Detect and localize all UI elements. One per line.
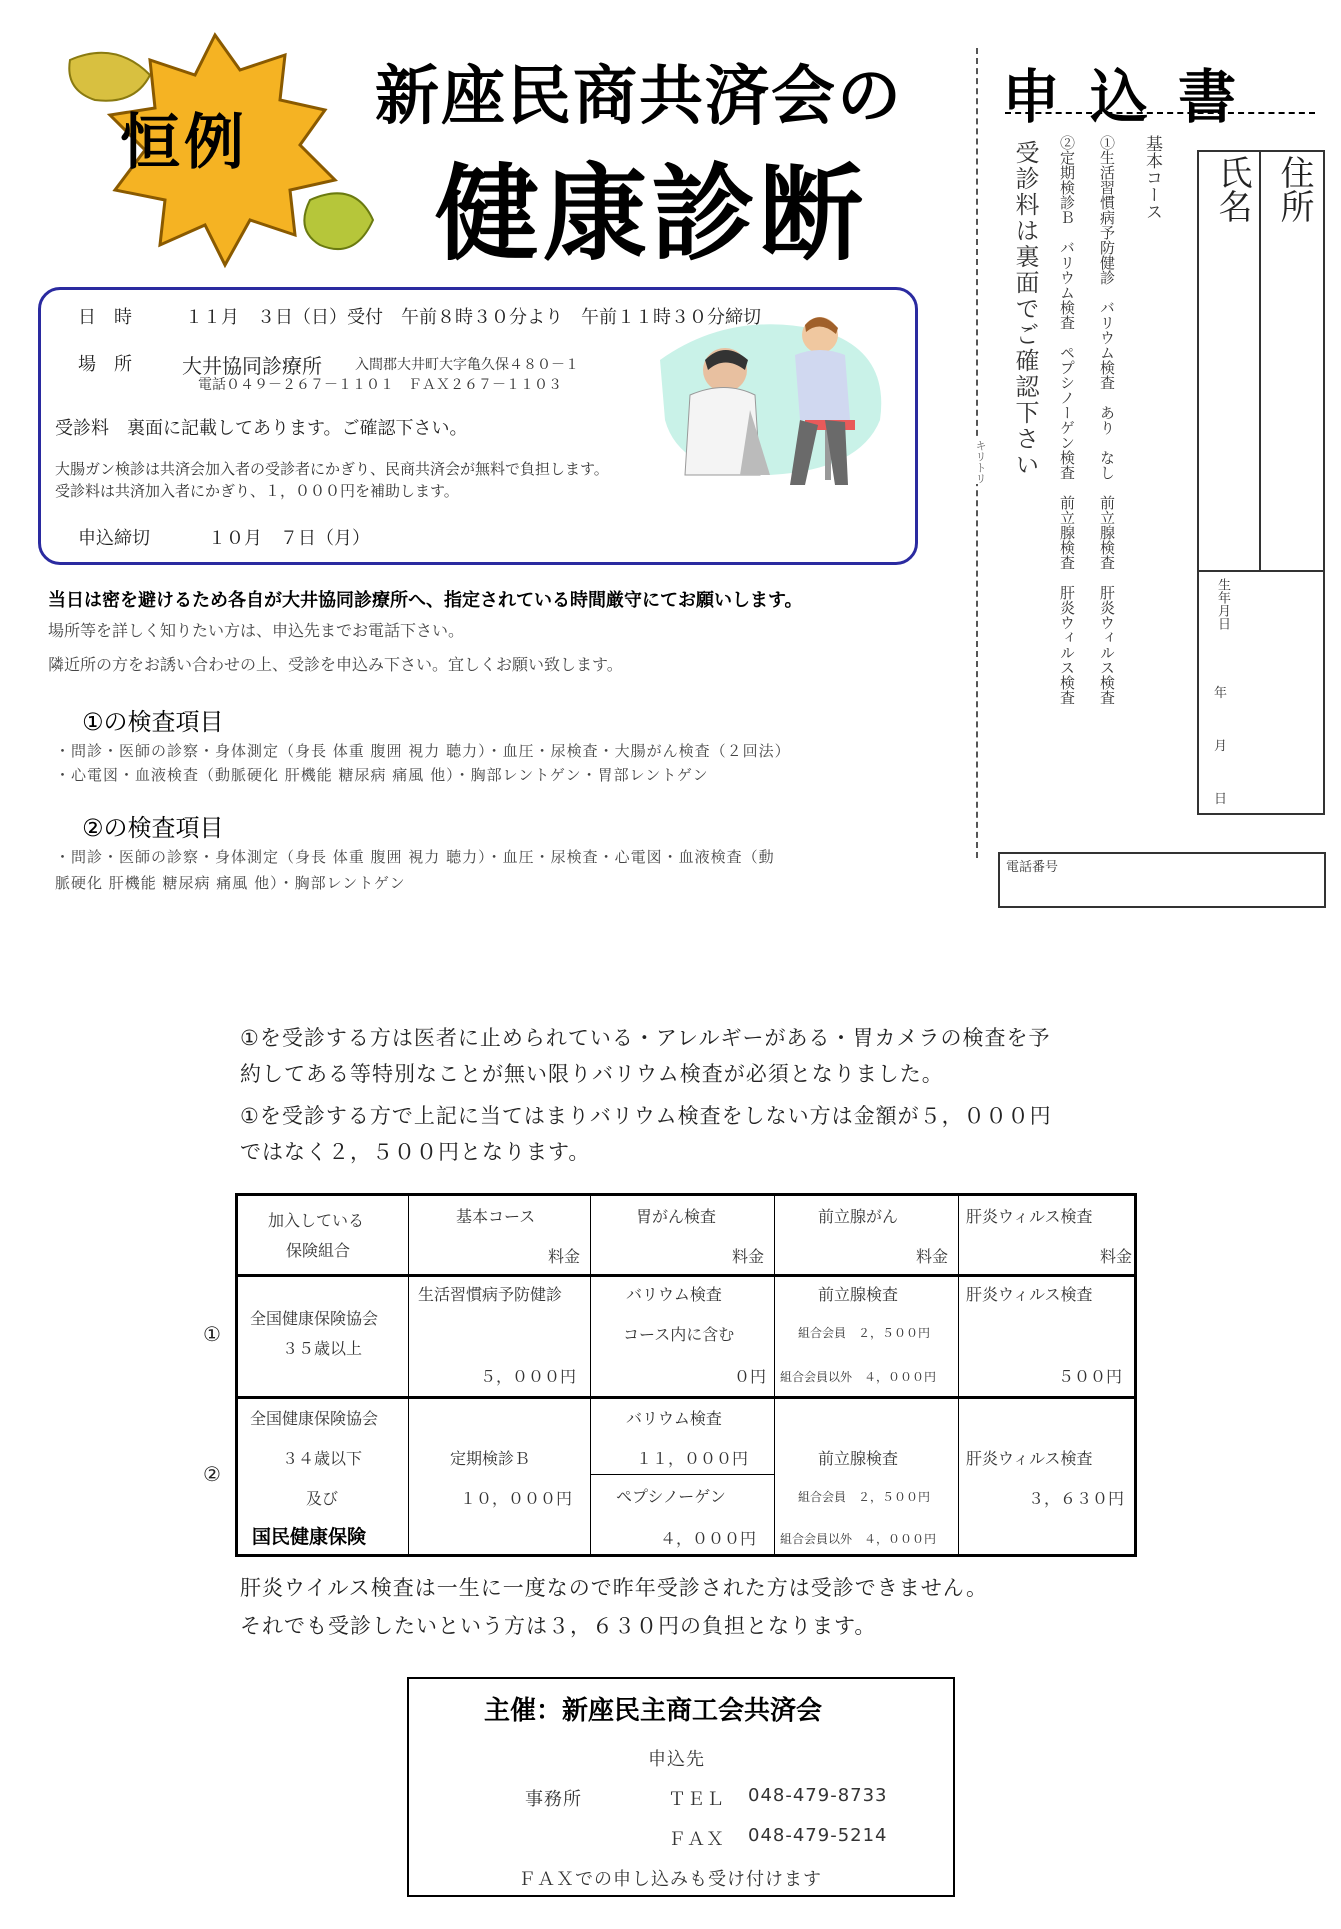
time-notice: 当日は密を避けるため各自が大井協同診療所へ、指定されている時間厳守にてお願いします。 bbox=[48, 590, 803, 611]
form-divider bbox=[1259, 150, 1261, 570]
barium-note-line3: ①を受診する方で上記に当てはまりバリウム検査をしない方は金額が５，０００円 bbox=[240, 1104, 1052, 1128]
regular-event-badge: 恒例 bbox=[120, 108, 248, 178]
invite-notice: 隣近所の方をお誘い合わせの上、受診を申込み下さい。宜しくお願い致します。 bbox=[48, 655, 623, 674]
row1-prostate-name: 前立腺検査 bbox=[818, 1285, 899, 1304]
row2-insurer-line4: 国民健康保険 bbox=[252, 1526, 367, 1548]
fax-accept-note: ＦＡＸでの申し込みも受け付けます bbox=[518, 1869, 822, 1890]
row1-stomach-note: コース内に含む bbox=[623, 1325, 735, 1344]
header-prostate-fee-label: 料金 bbox=[916, 1247, 949, 1266]
hepatitis-note-line2: それでも受診したいという方は３，６３０円の負担となります。 bbox=[240, 1614, 877, 1638]
deadline-label: 申込締切 bbox=[78, 528, 150, 549]
barium-note-line2: 約してある等特別なことが無い限りバリウム検査が必須となりました。 bbox=[240, 1062, 944, 1086]
address-label: 住所 bbox=[1274, 155, 1314, 223]
place-contact: 電話０４９－２６７－１１０１ ＦＡＸ２６７－１１０３ bbox=[198, 377, 562, 393]
row1-marker: ① bbox=[203, 1322, 221, 1346]
header-separator bbox=[238, 1274, 1134, 1277]
header-hepatitis-fee-label: 料金 bbox=[1100, 1247, 1133, 1266]
row2-prostate-member-fee: 組合会員 ２，５００円 bbox=[798, 1490, 931, 1504]
col-line-1 bbox=[408, 1196, 409, 1554]
row2-hepatitis-name: 肝炎ウィルス検査 bbox=[966, 1449, 1093, 1468]
row2-insurer-line3: 及び bbox=[306, 1489, 339, 1508]
tel-label: ＴＥＬ bbox=[668, 1789, 725, 1810]
row1-hepatitis-fee: ５００円 bbox=[1058, 1367, 1123, 1386]
course1-option: ①生活習慣病予防健診 バリウム検査 あり なし 前立腺検査 肝炎ウィルス検査 bbox=[1098, 135, 1116, 705]
form-separator bbox=[1197, 570, 1325, 572]
page-title-line2: 健康診断 bbox=[435, 153, 868, 275]
header-basic-course: 基本コース bbox=[456, 1207, 536, 1226]
header-insurer-line2: 保険組合 bbox=[286, 1241, 351, 1260]
section2-line1: ・問診・医師の診察・身体測定（身長 体重 腹囲 視力 聴力）・血圧・尿検査・心電図・血液検査（動 bbox=[55, 848, 775, 866]
course-heading: 基本コース bbox=[1142, 135, 1162, 220]
barium-note-line1: ①を受診する方は医者に止められている・アレルギーがある・胃カメラの検査を予 bbox=[240, 1026, 1051, 1050]
col-line-2 bbox=[590, 1196, 591, 1554]
row1-hepatitis-name: 肝炎ウィルス検査 bbox=[966, 1285, 1093, 1304]
apply-label: 申込先 bbox=[648, 1749, 705, 1770]
section2-heading: ②の検査項目 bbox=[82, 814, 224, 842]
section1-line2: ・心電図・血液検査（動脈硬化 肝機能 糖尿病 痛風 他）・胸部レントゲン・胃部レントゲン bbox=[55, 766, 709, 784]
place-address: 入間郡大井町大字亀久保４８０－１ bbox=[355, 357, 579, 373]
header-insurer-line1: 加入している bbox=[268, 1211, 365, 1230]
hepatitis-note-line1: 肝炎ウイルス検査は一生に一度なので昨年受診された方は受診できません。 bbox=[240, 1576, 988, 1600]
row2-basic-name: 定期検診Ｂ bbox=[450, 1449, 531, 1468]
row1-basic-fee: ５，０００円 bbox=[480, 1367, 577, 1386]
row2-hepatitis-fee: ３，６３０円 bbox=[1028, 1489, 1125, 1508]
application-title-underline bbox=[1005, 112, 1315, 114]
date-value: １１月 ３日（日）受付 午前８時３０分より 午前１１時３０分締切 bbox=[185, 307, 761, 328]
row2-prostate-nonmember-fee: 組合会員以外 ４，０００円 bbox=[780, 1532, 937, 1546]
col-line-3 bbox=[774, 1196, 775, 1554]
row2-barium-fee: １１，０００円 bbox=[636, 1449, 749, 1468]
month-label: 月 bbox=[1214, 739, 1228, 754]
application-title: 申込書 bbox=[1002, 63, 1267, 131]
office-label: 事務所 bbox=[525, 1789, 582, 1810]
fax-number[interactable]: 048-479-5214 bbox=[748, 1825, 888, 1846]
header-basic-fee-label: 料金 bbox=[548, 1247, 581, 1266]
section1-line1: ・問診・医師の診察・身体測定（身長 体重 腹囲 視力 聴力）・血圧・尿検査・大腸がん検査（２回法） bbox=[55, 742, 791, 760]
place-label: 場 所 bbox=[78, 354, 132, 375]
header-prostate-cancer: 前立腺がん bbox=[818, 1207, 899, 1226]
place-name: 大井協同診療所 bbox=[182, 354, 322, 378]
row2-insurer-line1: 全国健康保険協会 bbox=[250, 1409, 379, 1428]
birthdate-label: 生年月日 bbox=[1215, 578, 1230, 630]
col-line-4 bbox=[958, 1196, 959, 1554]
row2-pepsinogen-name: ペプシノーゲン bbox=[616, 1487, 726, 1506]
barium-pepsinogen-separator bbox=[590, 1474, 774, 1475]
phone-label: 電話番号 bbox=[1006, 860, 1059, 875]
course2-option: ②定期検診Ｂ バリウム検査 ペプシノーゲン検査 前立腺検査 肝炎ウィルス検査 bbox=[1058, 135, 1076, 705]
header-hepatitis: 肝炎ウィルス検査 bbox=[966, 1207, 1093, 1226]
fee-line: 受診料 裏面に記載してあります。ご確認下さい。 bbox=[55, 418, 468, 439]
row2-insurer-line2: ３４歳以下 bbox=[282, 1449, 363, 1468]
row2-pepsinogen-fee: ４，０００円 bbox=[660, 1529, 757, 1548]
header-stomach-fee-label: 料金 bbox=[732, 1247, 765, 1266]
row1-basic-name: 生活習慣病予防健診 bbox=[418, 1285, 563, 1304]
row-separator bbox=[238, 1396, 1134, 1399]
tel-number[interactable]: 048-479-8733 bbox=[748, 1785, 888, 1806]
sponsor-title: 主催：新座民主商工会共済会 bbox=[484, 1696, 823, 1726]
colon-cancer-note: 大腸ガン検診は共済会加入者の受診者にかぎり、民商共済会が無料で負担します。 bbox=[55, 460, 609, 478]
fee-reference-note: 受診料は裏面でご確認下さい bbox=[1011, 140, 1039, 478]
subsidy-note: 受診料は共済加入者にかぎり、１，０００円を補助します。 bbox=[55, 482, 459, 500]
row2-barium-name: バリウム検査 bbox=[626, 1409, 722, 1428]
page-title-line1: 新座民商共済会の bbox=[375, 60, 903, 134]
row1-stomach-fee: ０円 bbox=[734, 1367, 767, 1386]
barium-note-line4: ではなく２，５００円となります。 bbox=[240, 1140, 591, 1164]
header-stomach-cancer: 胃がん検査 bbox=[636, 1207, 717, 1226]
row1-insurer-line1: 全国健康保険協会 bbox=[250, 1309, 379, 1328]
day-label: 日 bbox=[1214, 792, 1228, 807]
section2-line2: 脈硬化 肝機能 糖尿病 痛風 他）・胸部レントゲン bbox=[55, 874, 406, 892]
row1-stomach-name: バリウム検査 bbox=[626, 1285, 722, 1304]
row1-prostate-nonmember-fee: 組合会員以外 ４，０００円 bbox=[780, 1370, 937, 1384]
row2-prostate-name: 前立腺検査 bbox=[818, 1449, 899, 1468]
row2-marker: ② bbox=[203, 1462, 221, 1486]
year-label: 年 bbox=[1214, 686, 1228, 701]
fee-table bbox=[235, 1193, 1137, 1557]
applicant-form-box bbox=[1197, 150, 1325, 815]
row1-prostate-member-fee: 組合会員 ２，５００円 bbox=[798, 1326, 931, 1340]
row1-insurer-line2: ３５歳以上 bbox=[282, 1339, 363, 1358]
fax-label: ＦＡＸ bbox=[668, 1829, 725, 1850]
deadline-value: １０月 ７日（月） bbox=[208, 528, 370, 549]
cut-label: キリトリ bbox=[970, 440, 988, 484]
doctor-consultation-illustration bbox=[650, 300, 895, 520]
date-label: 日 時 bbox=[78, 307, 132, 328]
location-notice: 場所等を詳しく知りたい方は、申込先までお電話下さい。 bbox=[48, 621, 465, 640]
row2-basic-fee: １０，０００円 bbox=[460, 1489, 573, 1508]
name-label: 氏名 bbox=[1212, 155, 1252, 223]
section1-heading: ①の検査項目 bbox=[82, 708, 224, 736]
